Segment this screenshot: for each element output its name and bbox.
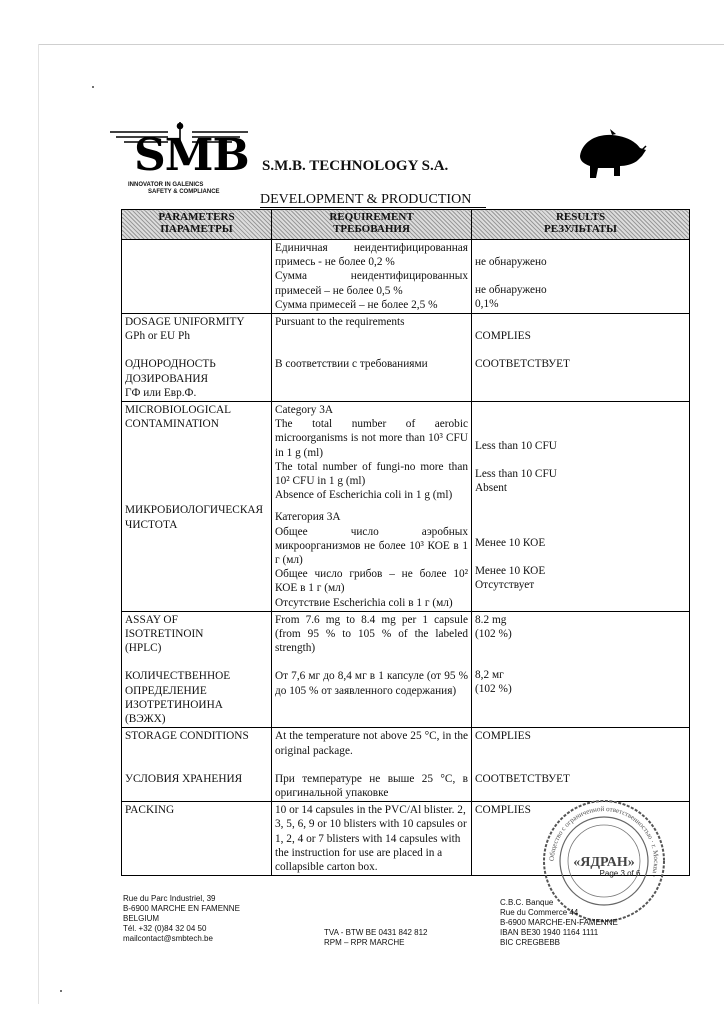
boar-icon	[574, 126, 648, 180]
footer-address: Rue du Parc Industriel, 39 B-6900 MARCHE EN FAMENNE BELGIUM Tél. +32 (0)84 32 04 50 mailcontact@smbtech.be	[123, 894, 240, 943]
company-name: S.M.B. TECHNOLOGY S.A.	[262, 158, 449, 174]
page-number: Page 3 of 6	[599, 869, 641, 878]
specification-table	[121, 209, 690, 876]
result-cell: COMPLIES СООТВЕТСТВУЕТ	[472, 314, 690, 402]
param-cell: ASSAY OF ISOTRETINOIN (HPLC) КОЛИЧЕСТВЕННОЕ ОПРЕДЕЛЕНИЕ ИЗОТРЕТИНОИНА (ВЭЖХ)	[122, 611, 272, 727]
logo-wordmark: SMB	[134, 130, 249, 181]
param-cell: MICROBIOLOGICAL CONTAMINATION МИКРОБИОЛОГИЧЕСКАЯ ЧИСТОТА	[122, 402, 272, 612]
table-row	[122, 240, 690, 314]
header-requirement: REQUIREMENT ТРЕБОВАНИЯ	[272, 210, 472, 240]
param-cell	[122, 240, 272, 314]
seal-ring-text: Общество с ограниченной ответственностью · г. Москва ·	[547, 804, 661, 879]
table-row	[122, 402, 690, 612]
requirement-cell: From 7.6 mg to 8.4 mg per 1 capsule (from 95 % to 105 % of the labeled strength) От 7,6 мг до 8,4 мг в 1 капсуле (от 95 % до 105 % от заявленного содержания)	[272, 611, 472, 727]
scan-speck	[60, 990, 62, 992]
result-cell: 8.2 mg (102 %) 8,2 мг (102 %)	[472, 611, 690, 727]
header-results: RESULTS РЕЗУЛЬТАТЫ	[472, 210, 690, 240]
requirement-cell: Category 3A The total number of aerobic microorganisms is not more than 10³ CFU in 1 g (ml) The total number of fungi-no more than 10² CFU in 1 g (ml) Absence of Escherichia coli in 1 g (ml) Категория 3А Общее число аэробных микроорганизмов не более 10³ КОЕ в 1 г (мл) Общее число грибов – не более 10² КОЕ в 1 г (мл) Отсутствие Escherichia coli в 1 г (мл)	[272, 402, 472, 612]
scan-speck	[92, 86, 94, 88]
scan-edge-top	[38, 44, 724, 45]
header-parameters: PARAMETERS ПАРАМЕТРЫ	[122, 210, 272, 240]
result-cell: COMPLIES	[472, 802, 690, 876]
param-cell: STORAGE CONDITIONS УСЛОВИЯ ХРАНЕНИЯ	[122, 728, 272, 802]
table-header-row	[122, 210, 690, 240]
requirement-cell: Pursuant to the requirements В соответствии с требованиями	[272, 314, 472, 402]
table-row	[122, 314, 690, 402]
requirement-cell: At the temperature not above 25 °C, in the original package. При температуре не выше 25 °C, в оригинальной упаковке	[272, 728, 472, 802]
requirement-cell: Единичная неидентифицированная примесь - не более 0,2 % Сумма неидентифицированных примесей – не более 0,5 % Сумма примесей – не более 2,5 %	[272, 240, 472, 314]
result-cell: Less than 10 CFU Less than 10 CFU Absent Менее 10 КОЕ Менее 10 КОЕ Отсутствует	[472, 402, 690, 612]
department-title: DEVELOPMENT & PRODUCTION	[260, 192, 472, 207]
requirement-cell: 10 or 14 capsules in the PVC/Al blister. 2, 3, 5, 6, 9 or 10 blisters with 10 capsules or 1, 2, 4 or 7 blisters with 14 capsules with the instruction for use are placed in a collapsible carton box.	[272, 802, 472, 876]
param-cell: PACKING	[122, 802, 272, 876]
footer-registration: TVA - BTW BE 0431 842 812 RPM – RPR MARCHE	[324, 928, 428, 947]
result-cell: COMPLIES СООТВЕТСТВУЕТ	[472, 728, 690, 802]
smb-logo	[108, 120, 258, 206]
department-underline	[260, 207, 486, 208]
result-cell: не обнаружено не обнаружено 0,1%	[472, 240, 690, 314]
logo-tagline: SAFETY & COMPLIANCE	[148, 189, 220, 195]
param-cell: DOSAGE UNIFORMITY GPh or EU Ph ОДНОРОДНОСТЬ ДОЗИРОВАНИЯ ГФ или Евр.Ф.	[122, 314, 272, 402]
scan-edge-left	[38, 44, 39, 1004]
footer-bank: C.B.C. Banque Rue du Commerce 44 B-6900 MARCHE-EN-FAMENNE IBAN BE30 1940 1164 1111 BIC CREGBEBB	[500, 898, 618, 947]
seal-center-text: «ЯДРАН»	[573, 855, 635, 870]
table-row	[122, 611, 690, 727]
logo-tagline: INNOVATOR IN GALENICS	[128, 182, 204, 188]
table-row	[122, 728, 690, 802]
